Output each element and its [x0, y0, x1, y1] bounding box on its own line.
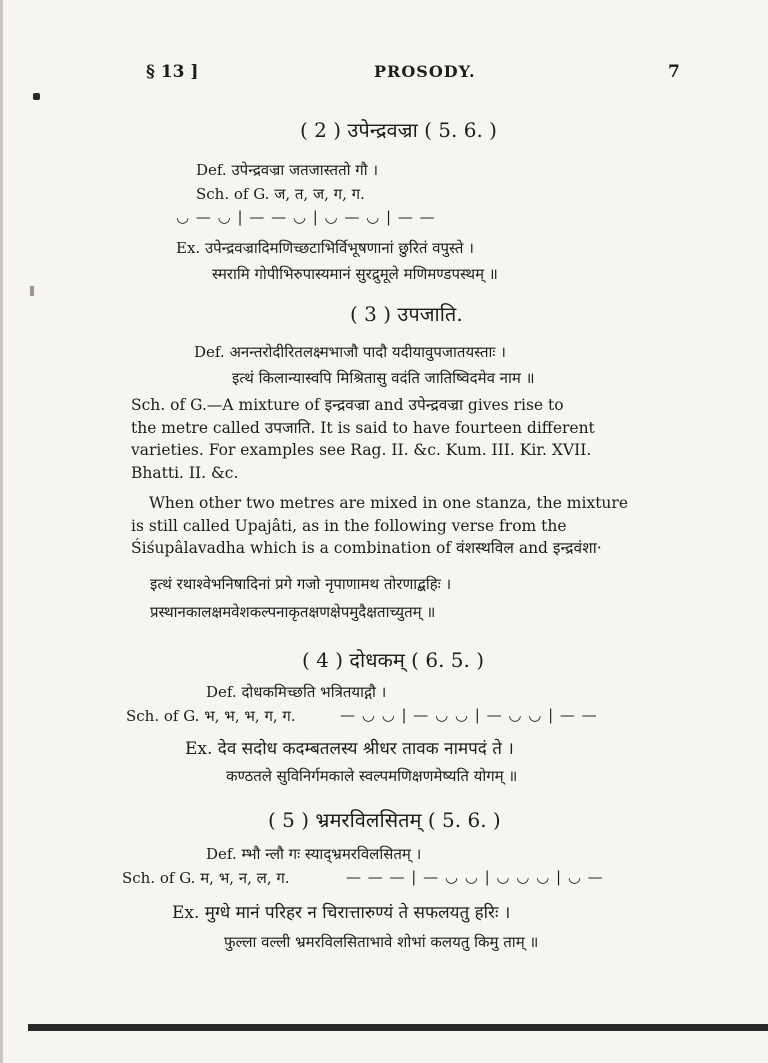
bottom-rule [28, 1024, 768, 1031]
example-line: Ex. मुग्धे मानं परिहर न चिरात्तारुण्यं ते सफलयतु हरिः । [172, 903, 511, 923]
scheme: Sch. of G. म, भ, न, ल, ग. [122, 869, 290, 887]
definition: Def. उपेन्द्रवज्रा जतजास्ततो गौ । [196, 161, 379, 179]
definition: इत्थं किलान्यास्वपि मिश्रितासु वदंति जातिष्विदमेव नाम ॥ [232, 369, 535, 387]
definition: Def. दोधकमिच्छति भत्रितयाद्गौ । [206, 683, 387, 701]
example-line: Ex. उपेन्द्रवज्रादिमणिच्छटाभिर्विभूषणानां छुरितं वपुस्ते । [176, 239, 474, 257]
meter-heading: ( 5 ) भ्रमरविलसितम् ( 5. 6. ) [268, 808, 501, 832]
scansion: — ◡ ◡ | — ◡ ◡ | — ◡ ◡ | — — [340, 706, 598, 724]
page-number: 7 [668, 62, 680, 82]
paragraph-line: Sch. of G.—A mixture of इन्द्रवज्रा and उपेन्द्रवज्रा gives rise to [131, 396, 564, 414]
note-paragraph [131, 492, 681, 560]
section-marker: § 13 ] [146, 62, 199, 82]
example-line: Ex. देव सदोध कदम्बतलस्य श्रीधर तावक नामपदं ते । [185, 739, 514, 759]
example-line: फुल्ला वल्ली भ्रमरविलसिताभावे शोभां कलयतु किमु ताम् ॥ [224, 933, 539, 951]
running-title: PROSODY. [374, 62, 476, 81]
page-edge [0, 0, 3, 1063]
paragraph-line: varieties. For examples see Rag. II. &c. Kum. III. Kir. XVII. [131, 441, 592, 459]
verse-line: प्रस्थानकालक्षमवेशकल्पनाकृतक्षणक्षेपमुदैक्षताच्युतम् ॥ [150, 603, 436, 621]
verse-line: इत्थं रथाश्वेभनिषादिनां प्रगे गजो नृपाणामथ तोरणाद्बहिः । [150, 575, 452, 593]
paragraph-line: Śiśupâlavadha which is a combination of वंशस्थविल and इन्द्रवंशा· [131, 539, 602, 557]
example-line: कण्ठतले सुविनिर्गमकाले स्वल्पमणिक्षणमेष्यति योगम् ॥ [226, 767, 518, 785]
meter-heading: ( 2 ) उपेन्द्रवज्रा ( 5. 6. ) [300, 118, 497, 142]
scheme-paragraph [131, 394, 681, 484]
example-line: स्मरामि गोपीभिरुपास्यमानं सुरद्रुमूले मणिमण्डपस्थम् ॥ [212, 265, 498, 283]
scheme: Sch. of G. भ, भ, भ, ग, ग. [126, 707, 296, 725]
scansion: ◡ — ◡ | — — ◡ | ◡ — ◡ | — — [176, 208, 436, 226]
margin-tick [30, 286, 34, 296]
scansion: — — — | — ◡ ◡ | ◡ ◡ ◡ | ◡ — [346, 868, 604, 886]
scheme: Sch. of G. ज, त, ज, ग, ग. [196, 185, 365, 203]
definition: Def. म्भौ न्लौ गः स्याद्भ्रमरविलसितम् । [206, 845, 422, 863]
meter-heading: ( 4 ) दोधकम् ( 6. 5. ) [302, 648, 485, 672]
margin-mark [33, 93, 40, 100]
paragraph-line: When other two metres are mixed in one stanza, the mixture [149, 494, 628, 512]
paragraph-line: Bhatti. II. &c. [131, 463, 239, 482]
meter-heading: ( 3 ) उपजाति. [350, 302, 463, 326]
paragraph-line: is still called Upajâti, as in the following verse from the [131, 516, 567, 535]
definition: Def. अनन्तरोदीरितलक्ष्मभाजौ पादौ यदीयावुपजातयस्ताः । [194, 343, 506, 361]
paragraph-line: the metre called उपजाति. It is said to have fourteen different [131, 418, 595, 437]
